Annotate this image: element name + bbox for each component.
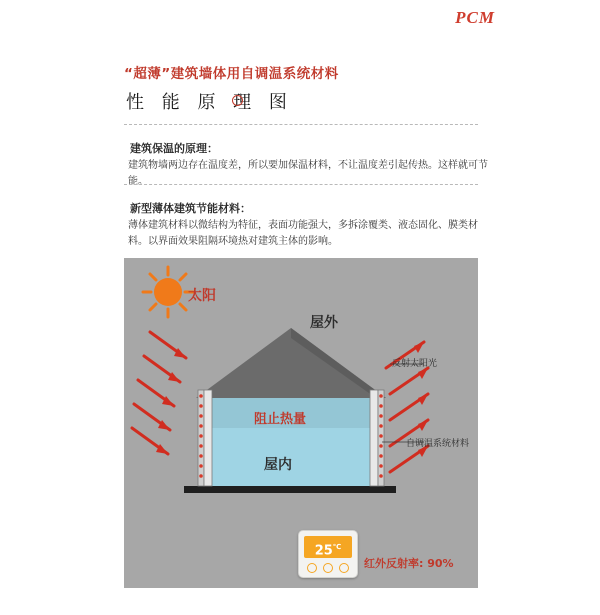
incoming-rays xyxy=(132,332,186,454)
section-heading-principle: 建筑保温的原理： xyxy=(130,142,218,155)
label-reflected-sunlight: 反射太阳光 xyxy=(392,359,438,369)
divider-top xyxy=(124,124,478,125)
label-self-regulating-material: 自调温系统材料 xyxy=(406,439,470,449)
section-heading-material: 新型薄体建筑节能材料： xyxy=(130,202,251,215)
page-title: 性 能 原 理 图 xyxy=(126,92,293,113)
sun-icon xyxy=(143,267,193,317)
thermostat-button-1[interactable] xyxy=(307,563,317,573)
thermostat-button-3[interactable] xyxy=(339,563,349,573)
thermostat-temperature: 25 xyxy=(314,543,333,559)
label-indoor: 屋内 xyxy=(264,457,292,473)
label-outdoor: 屋外 xyxy=(310,315,338,331)
thermostat-display xyxy=(304,536,352,558)
pcm-logo: PCM xyxy=(455,8,495,27)
bullet-icon xyxy=(232,95,243,106)
thermostat-device xyxy=(298,530,358,578)
illustration-panel xyxy=(124,258,478,588)
subtitle-red: “超薄”建筑墙体用自调温系统材料 xyxy=(124,66,339,82)
thermostat-buttons[interactable] xyxy=(307,563,349,573)
label-sun: 太阳 xyxy=(188,288,216,304)
roof xyxy=(196,328,386,398)
floor-slab xyxy=(184,486,396,493)
label-infrared-reflectance: 红外反射率: 90% xyxy=(364,557,454,570)
wall-left xyxy=(198,390,212,486)
wall-right xyxy=(370,390,384,486)
divider-middle xyxy=(124,184,478,185)
thermostat-button-2[interactable] xyxy=(323,563,333,573)
thermostat-unit: ℃ xyxy=(332,543,342,551)
section-body-material: 薄体建筑材料以微结构为特征，表面功能强大，多拆涂覆类、液态固化、膜类材料。以界面效果阻隔环境热对建筑主体的影响。 xyxy=(128,220,478,247)
label-block-heat: 阻止热量 xyxy=(254,412,307,427)
section-body-principle: 建筑物墙两边存在温度差，所以要加保温材料，不让温度差引起传热。这样就可节能。 xyxy=(128,160,488,187)
